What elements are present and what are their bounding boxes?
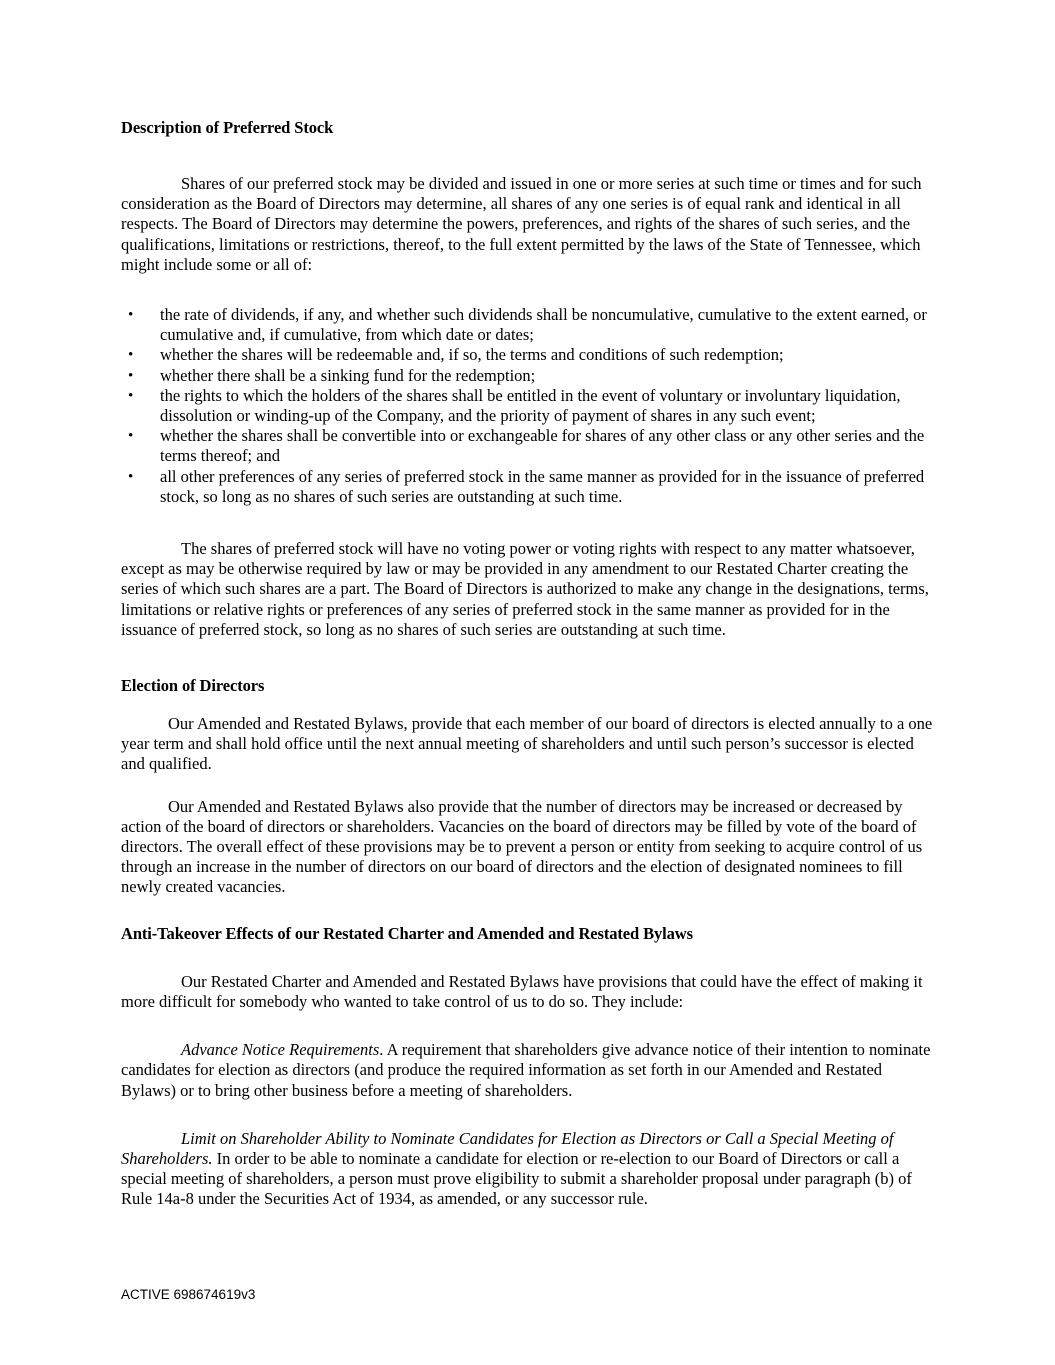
- list-item: [128, 426, 933, 466]
- provision-body: In order to be able to nominate a candidate for election or re-election to our Board of Directors or call a special meeting of shareholders, a person must prove eligibility to submit a shareholder proposal under paragraph (b) of Rule 14a-8 under the Securities Act of 1934, as amended, or any successor rule.: [121, 1148, 912, 1209]
- provision-body: A requirement that shareholders give advance notice of their intention to nominate candidates for election as directors (and produce the required information as set forth in our Amended and Restated Bylaws) or to bring other business before a meeting of shareholders.: [121, 1040, 931, 1100]
- list-item: [128, 305, 933, 345]
- provision-title: Limit on Shareholder Ability to Nominate Candidates for Election as Directors or Call a Special Meeting of Shareholders.: [121, 1128, 894, 1168]
- list-item-text: whether the shares will be redeemable and, if so, the terms and conditions of such redemption;: [160, 345, 784, 365]
- paragraph-limit-shareholder-ability: [121, 1129, 933, 1210]
- provision-title-punctuation: .: [379, 1040, 384, 1060]
- list-item-text: all other preferences of any series of preferred stock in the same manner as provided for in the issuance of preferred stock, so long as no shares of such series are outstanding at such time.: [160, 466, 925, 506]
- paragraph-election-annual-term: Our Amended and Restated Bylaws, provide that each member of our board of directors is elected annually to a one year term and shall hold office until the next annual meeting of shareholders and until such person’s successor is elected and qualified.: [121, 714, 933, 774]
- document-body: [121, 118, 933, 1210]
- spacer: [121, 275, 933, 305]
- heading-description-of-preferred-stock: Description of Preferred Stock: [121, 118, 334, 137]
- preferred-stock-bullet-list: [121, 305, 933, 507]
- bullet-icon: •: [128, 468, 134, 485]
- paragraph-election-board-size: Our Amended and Restated Bylaws also provide that the number of directors may be increased or decreased by action of the board of directors or shareholders. Vacancies on the board of directors may be filled by vote of the board of directors. The overall effect of these provisions may be to prevent a person or entity from seeking to acquire control of us through an increase in the number of directors on our board of directors and the election of designated nominees to fill newly created vacancies.: [121, 796, 923, 897]
- footer-reference-code: ACTIVE 698674619v3: [121, 1287, 256, 1302]
- bullet-icon: •: [128, 347, 134, 364]
- spacer: [121, 775, 933, 797]
- heading-anti-takeover-effects: Anti-Takeover Effects of our Restated Charter and Amended and Restated Bylaws: [121, 923, 693, 943]
- list-item: [128, 386, 933, 426]
- bullet-icon: •: [128, 428, 134, 445]
- spacer: [121, 898, 933, 924]
- spacer: [121, 944, 933, 972]
- bullet-icon: •: [128, 387, 134, 404]
- paragraph-anti-takeover-intro: Our Restated Charter and Amended and Restated Bylaws have provisions that could have the effect of making it more difficult for somebody who wanted to take control of us to do so. They include:: [121, 971, 923, 1011]
- list-item: [128, 366, 933, 386]
- spacer: [121, 507, 933, 539]
- spacer: [121, 1101, 933, 1129]
- paragraph-preferred-stock-intro: Shares of our preferred stock may be divided and issued in one or more series at such time or times and for such consideration as the Board of Directors may determine, all shares of any one series is of equal rank and identical in all respects. The Board of Directors may determine the powers, preferences, and rights of the shares of such series, and the qualifications, limitations or restrictions, thereof, to the full extent permitted by the laws of the State of Tennessee, which might include some or all of:: [121, 174, 922, 274]
- provision-title: Advance Notice Requirements: [181, 1040, 380, 1060]
- spacer: [121, 1012, 933, 1040]
- list-item-text: the rights to which the holders of the shares shall be entitled in the event of voluntary or involuntary liquidation, dissolution or winding-up of the Company, and the priority of payment of shares in any such event;: [160, 385, 901, 426]
- list-item: [128, 345, 933, 365]
- list-item-text: the rate of dividends, if any, and whether such dividends shall be noncumulative, cumulative to the extent earned, or cumulative and, if cumulative, from which date or dates;: [160, 305, 927, 345]
- spacer: [121, 696, 933, 714]
- list-item-text: whether there shall be a sinking fund for the redemption;: [160, 365, 536, 385]
- list-item: [128, 467, 933, 507]
- spacer: [121, 138, 933, 174]
- bullet-icon: •: [128, 307, 134, 324]
- paragraph-advance-notice-requirements: [121, 1040, 933, 1101]
- spacer: [121, 640, 933, 676]
- list-item-text: whether the shares shall be convertible into or exchangeable for shares of any other class or any other series and the terms thereof; and: [160, 426, 925, 466]
- bullet-icon: •: [128, 367, 134, 384]
- paragraph-preferred-stock-voting: The shares of preferred stock will have no voting power or voting rights with respect to any matter whatsoever, except as may be otherwise required by law or may be provided in any amendment to our Restated Charter creating the series of which such shares are a part. The Board of Directors is authorized to make any change in the designations, terms, limitations or relative rights or preferences of any series of preferred stock in the same manner as provided for in the issuance of preferred stock, so long as no shares of such series are outstanding at such time.: [121, 539, 929, 639]
- heading-election-of-directors: Election of Directors: [121, 676, 265, 696]
